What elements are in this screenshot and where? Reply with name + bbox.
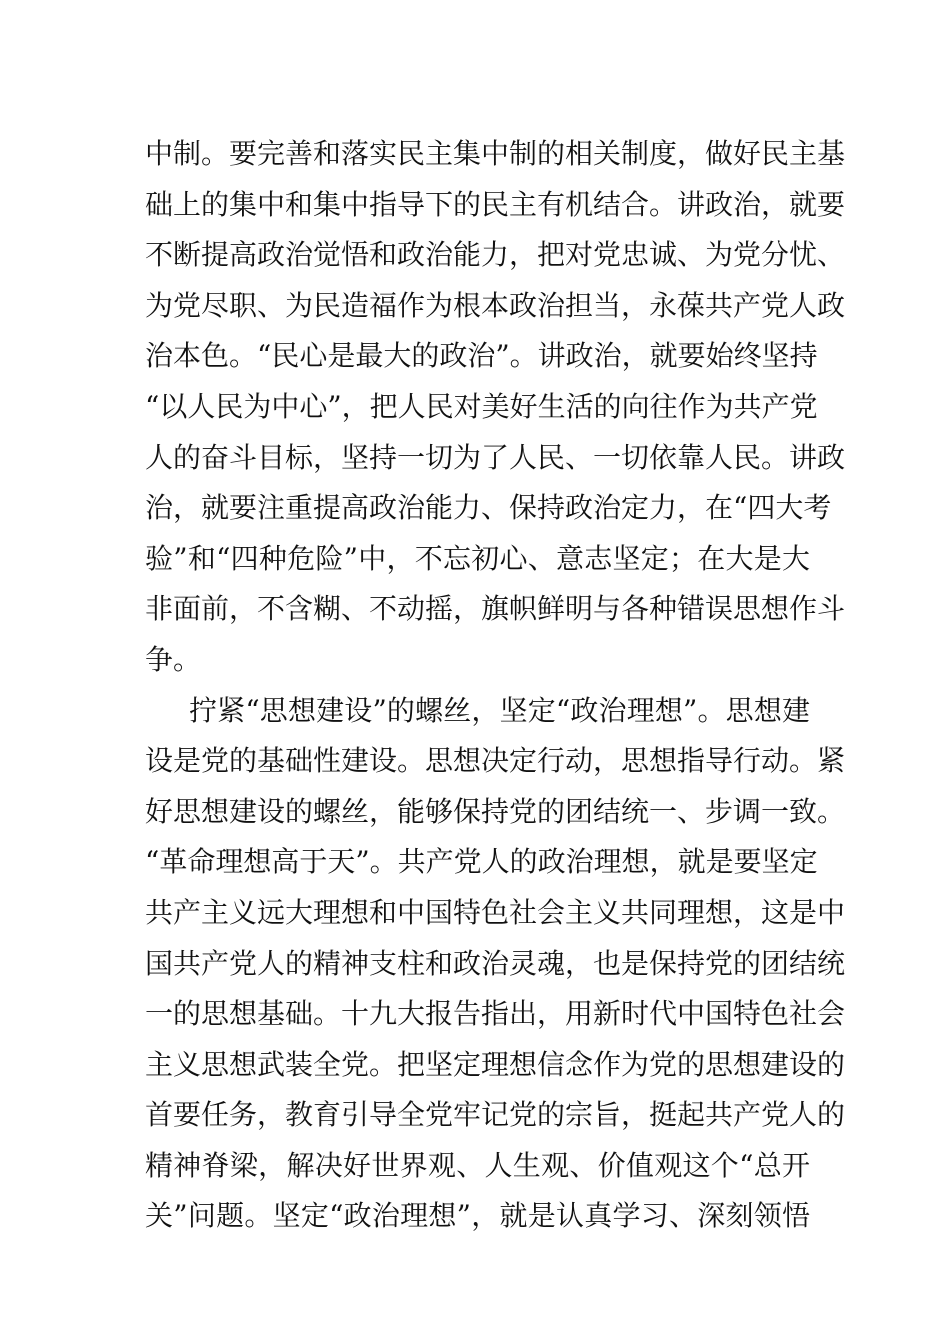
text-line: 础上的集中和集中指导下的民主有机结合。讲政治，就要	[145, 187, 846, 221]
text-line: 治，就要注重提高政治能力、保持政治定力，在“四大考	[145, 491, 832, 525]
text-line: “以人民为中心”，把人民对美好生活的向往作为共产党	[145, 389, 818, 423]
text-line: 好思想建设的螺丝，能够保持党的团结统一、步调一致。	[145, 794, 846, 828]
text-line: 国共产党人的精神支柱和政治灵魂，也是保持党的团结统	[145, 946, 846, 980]
text-line: “革命理想高于天”。共产党人的政治理想，就是要坚定	[145, 845, 818, 879]
text-line: 人的奋斗目标，坚持一切为了人民、一切依靠人民。讲政	[145, 440, 846, 474]
paragraph-2	[145, 686, 846, 1243]
text-line: 共产主义远大理想和中国特色社会主义共同理想，这是中	[145, 895, 846, 929]
text-line: 为党尽职、为民造福作为根本政治担当，永葆共产党人政	[145, 288, 846, 322]
text-line: 关”问题。坚定“政治理想”，就是认真学习、深刻领悟	[145, 1199, 810, 1233]
text-line: 争。	[145, 642, 202, 676]
text-line: 中制。要完善和落实民主集中制的相关制度，做好民主基	[145, 137, 846, 170]
document-body	[145, 129, 846, 1242]
text-line: 精神脊梁，解决好世界观、人生观、价值观这个“总开	[145, 1148, 810, 1182]
text-line: 非面前，不含糊、不动摇，旗帜鲜明与各种错误思想作斗	[145, 592, 846, 626]
paragraph-1	[145, 129, 846, 686]
text-line: 治本色。“民心是最大的政治”。讲政治，就要始终坚持	[145, 339, 818, 373]
text-line: 主义思想武装全党。把坚定理想信念作为党的思想建设的	[145, 1047, 846, 1081]
text-line: 不断提高政治觉悟和政治能力，把对党忠诚、为党分忧、	[145, 238, 846, 272]
text-line: 首要任务，教育引导全党牢记党的宗旨，挺起共产党人的	[145, 1098, 846, 1132]
text-line: 一的思想基础。十九大报告指出，用新时代中国特色社会	[145, 997, 846, 1031]
text-line: 拧紧“思想建设”的螺丝，坚定“政治理想”。思想建	[189, 693, 810, 727]
text-line: 验”和“四种危险”中，不忘初心、意志坚定；在大是大	[145, 541, 810, 575]
text-line: 设是党的基础性建设。思想决定行动，思想指导行动。紧	[145, 744, 846, 778]
